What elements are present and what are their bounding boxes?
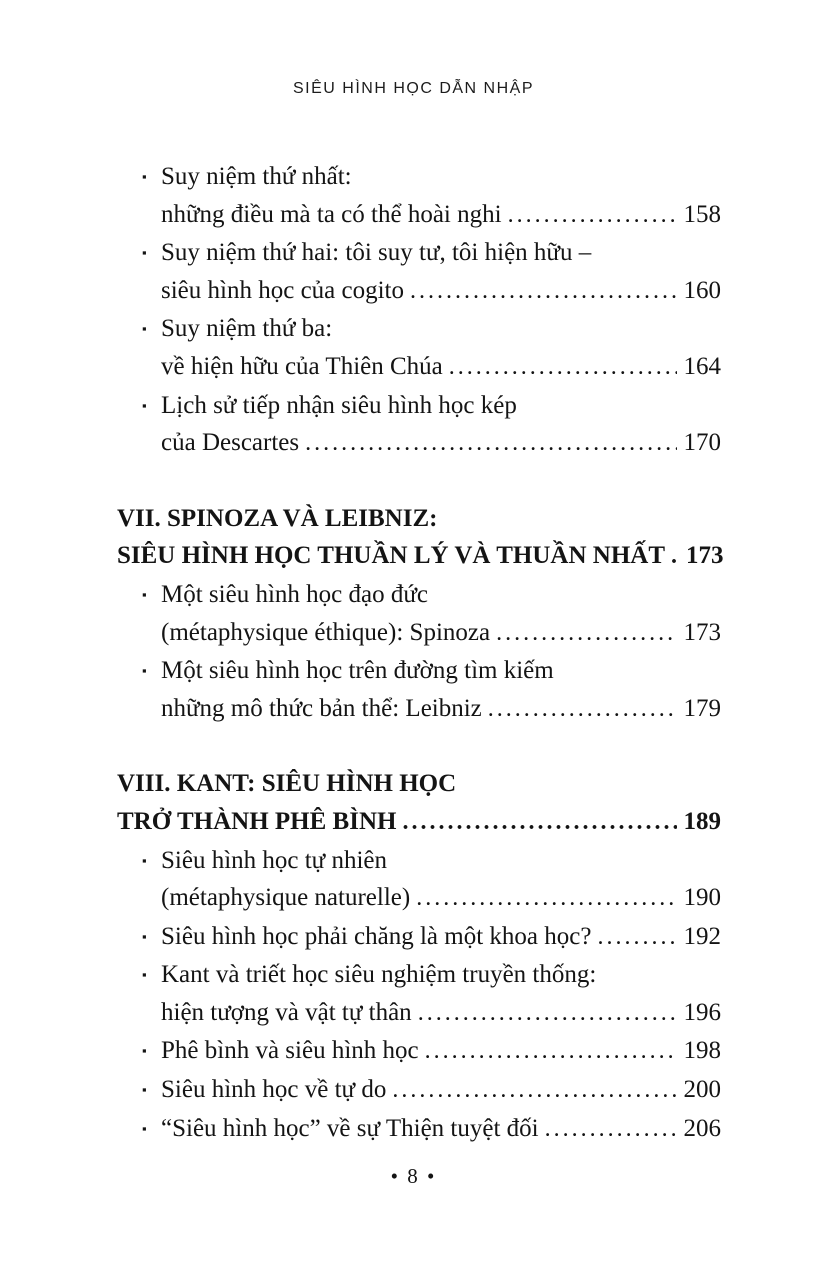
dot-leader	[545, 1110, 677, 1149]
toc-section-line	[117, 803, 721, 842]
toc-section-line	[117, 537, 724, 576]
entry-text: Một siêu hình học đạo đức	[161, 580, 428, 608]
toc-entry-line	[117, 1071, 721, 1110]
entry-text: Suy niệm thứ nhất:	[161, 163, 352, 190]
entry-text: những mô thức bản thể: Leibniz	[161, 694, 482, 722]
entry-text: SIÊU HÌNH HỌC THUẦN LÝ VÀ THUẦN NHẤT	[117, 542, 666, 570]
entry-page-number: 158	[683, 200, 721, 228]
toc-entry-line	[117, 842, 721, 880]
entry-page-number: 189	[683, 807, 721, 835]
bullet-icon: ▪	[142, 663, 147, 679]
dot-leader	[410, 272, 677, 311]
entry-page-number: 164	[683, 352, 721, 380]
entry-text: VIII. KANT: SIÊU HÌNH HỌC	[117, 770, 457, 798]
entry-page-number: 196	[683, 998, 721, 1026]
toc-list	[117, 158, 724, 1148]
entry-page-number: 200	[683, 1076, 721, 1104]
entry-text: hiện tượng và vật tự thân	[161, 998, 412, 1026]
toc-entry-line	[117, 348, 721, 387]
dot-leader	[496, 614, 676, 653]
entry-text: của Descartes	[161, 429, 300, 457]
page-footer	[0, 1164, 827, 1189]
bullet-icon: ▪	[142, 397, 147, 413]
entry-page-number: 179	[683, 694, 721, 722]
entry-text: những điều mà ta có thể hoài nghi	[161, 200, 502, 228]
dot-leader	[449, 348, 677, 387]
dot-leader	[508, 196, 677, 235]
dot-leader	[418, 994, 677, 1033]
toc-entry-line	[117, 424, 721, 463]
bullet-icon: ▪	[142, 321, 147, 337]
entry-page-number: 190	[683, 884, 721, 912]
toc-entry-line	[117, 234, 721, 272]
toc-section-line	[117, 765, 721, 803]
bullet-icon: ▪	[142, 928, 147, 944]
entry-page-number: 198	[683, 1037, 721, 1065]
entry-page-number: 170	[683, 429, 721, 457]
toc-entry-line	[117, 690, 721, 729]
toc-entry-line	[117, 576, 721, 614]
bullet-icon: ▪	[142, 169, 147, 184]
entry-text: siêu hình học của cogito	[161, 276, 404, 304]
toc-entry-line	[117, 614, 721, 653]
dot-leader	[416, 879, 676, 918]
dot-leader	[488, 690, 677, 729]
toc-entry-line	[117, 994, 721, 1033]
entry-text: (métaphysique naturelle)	[161, 884, 411, 912]
entry-text: Siêu hình học phải chăng là một khoa học?	[161, 922, 592, 950]
dot-leader	[305, 424, 676, 463]
toc-entry-line	[117, 956, 721, 994]
bullet-icon: ▪	[142, 1043, 147, 1059]
entry-text: Siêu hình học về tự do	[161, 1076, 387, 1104]
dot-leader	[402, 803, 676, 842]
entry-text: (métaphysique éthique): Spinoza	[161, 618, 491, 646]
book-title: SIÊU HÌNH HỌC DẪN NHẬP	[292, 80, 535, 97]
bullet-icon: ▪	[142, 245, 147, 261]
dot-leader	[671, 537, 679, 576]
bullet-icon: ▪	[142, 852, 147, 868]
toc-entry-line	[117, 879, 721, 918]
entry-text: Một siêu hình học trên đường tìm kiếm	[161, 657, 554, 685]
entry-page-number: 173	[686, 542, 724, 570]
toc-entry-line	[117, 1032, 721, 1071]
entry-page-number: 206	[683, 1114, 721, 1142]
entry-page-number: 173	[683, 618, 721, 646]
bullet-icon: ▪	[142, 1082, 147, 1098]
entry-text: Kant và triết học siêu nghiệm truyền thống:	[161, 961, 597, 989]
toc-entry-line	[117, 387, 721, 425]
entry-text: Siêu hình học tự nhiên	[161, 846, 388, 874]
toc-entry-line	[117, 1110, 721, 1149]
bullet-icon: ▪	[142, 1120, 147, 1136]
page-number: • 8 •	[390, 1164, 437, 1188]
toc-section-line	[117, 500, 721, 538]
entry-text: “Siêu hình học” về sự Thiện tuyệt đối	[161, 1114, 539, 1142]
entry-page-number: 192	[683, 922, 721, 950]
dot-leader	[392, 1071, 676, 1110]
bullet-icon: ▪	[142, 967, 147, 983]
entry-text: Lịch sử tiếp nhận siêu hình học kép	[161, 391, 517, 419]
entry-text: Phê bình và siêu hình học	[161, 1037, 419, 1065]
toc-entry-line	[117, 196, 721, 235]
page-header	[0, 80, 827, 98]
toc-entry-line	[117, 272, 721, 311]
toc-entry-line	[117, 158, 721, 196]
dot-leader	[597, 918, 676, 957]
entry-text: Suy niệm thứ hai: tôi suy tư, tôi hiện hữu –	[161, 239, 592, 267]
entry-text: Suy niệm thứ ba:	[161, 315, 333, 343]
toc-entry-line	[117, 652, 721, 690]
entry-text: VII. SPINOZA VÀ LEIBNIZ:	[117, 504, 438, 532]
bullet-icon: ▪	[142, 586, 147, 602]
entry-page-number: 160	[683, 276, 721, 304]
entry-text: TRỞ THÀNH PHÊ BÌNH	[117, 807, 397, 835]
dot-leader	[425, 1032, 677, 1071]
toc-entry-line	[117, 918, 721, 957]
entry-text: về hiện hữu của Thiên Chúa	[161, 352, 443, 380]
toc-entry-line	[117, 310, 721, 348]
